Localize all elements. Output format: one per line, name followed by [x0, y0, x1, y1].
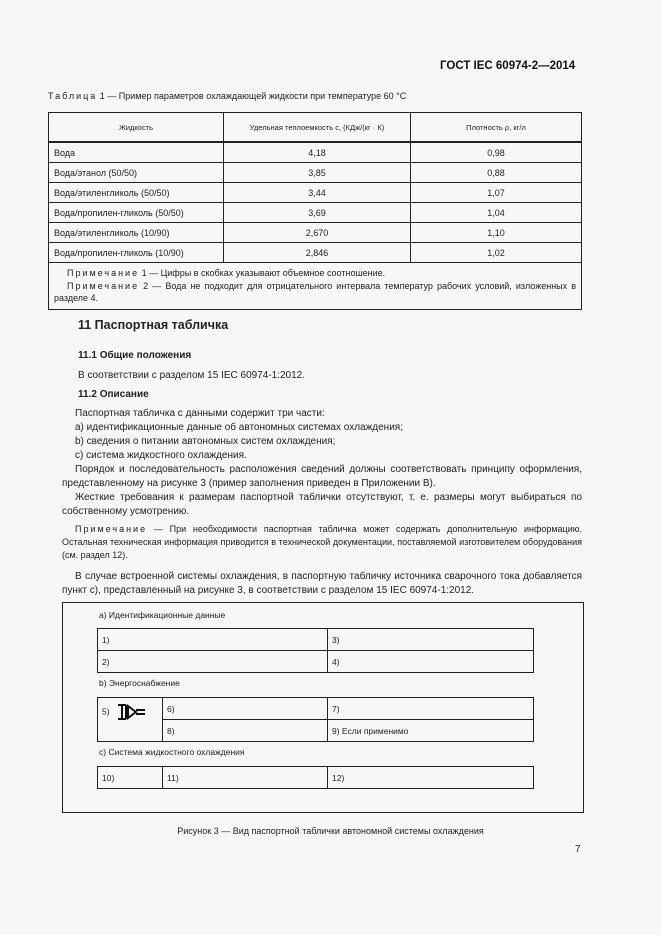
table-cell: Вода/этанол (50/50)	[49, 163, 224, 183]
table-notes-row	[49, 263, 582, 310]
table-note-1	[54, 267, 576, 280]
table-notes	[49, 263, 582, 310]
table-caption-label: Таблица	[48, 91, 98, 101]
field-8: 8)	[163, 720, 328, 742]
note-text: 1 — Цифры в скобках указывают объемное соотношение.	[139, 268, 386, 278]
table-cell: 1,10	[411, 223, 582, 243]
section-11-1-title: 11.1 Общие положения	[78, 350, 192, 361]
note-text: 2 — Вода не подходит для отрицательного интервала температур рабочих условий, изложенных в разделе 4.	[54, 280, 576, 303]
column-header: Плотность ρ, кг/л	[411, 113, 582, 143]
section-11-2-title: 11.2 Описание	[78, 389, 149, 400]
coolant-parameters-table	[48, 112, 582, 310]
table-header-row	[49, 113, 582, 143]
column-header: Жидкость	[49, 113, 224, 143]
note-text: — При необходимости паспортная табличка может содержать дополнительную информацию. Остальная техническая информация приводится в технической документации, поставляемой изготовителем оборудования (см. раздел 12).	[62, 524, 582, 560]
table-cell: 4,18	[224, 142, 411, 163]
field-5	[98, 698, 163, 742]
note-label: Примечание	[75, 524, 148, 534]
table-row	[49, 183, 582, 203]
note-paragraph	[62, 523, 582, 562]
note-label: Примечание	[67, 280, 140, 291]
table-cell: 1,02	[411, 243, 582, 263]
list-item: b) сведения о питании автономных систем охлаждения;	[75, 436, 336, 447]
table-row	[49, 142, 582, 163]
paragraph: Паспортная табличка с данными содержит три части:	[75, 408, 325, 419]
column-header: Удельная теплоемкость c, (КДж/(кг · К)	[224, 113, 411, 143]
table-cell: Вода/пропилен-гликоль (10/90)	[49, 243, 224, 263]
field-9: 9) Если применимо	[328, 720, 534, 742]
field-4: 4)	[328, 651, 534, 673]
field-11: 11)	[163, 767, 328, 789]
figure-label-c: c) Система жидкостного охлаждения	[99, 747, 245, 757]
field-7: 7)	[328, 698, 534, 720]
table-cell: Вода	[49, 142, 224, 163]
table-cell: 3,69	[224, 203, 411, 223]
table-cell: Вода/пропилен-гликоль (50/50)	[49, 203, 224, 223]
field-12: 12)	[328, 767, 534, 789]
paragraph: Жесткие требования к размерам паспортной таблички отсутствуют, т. е. размеры могут выбираться по собственному усмотрению.	[62, 492, 582, 517]
table-cell: Вода/этиленгликоль (50/50)	[49, 183, 224, 203]
field-1: 1)	[98, 629, 328, 651]
table-row	[49, 243, 582, 263]
table-caption	[48, 91, 406, 101]
list-item: a) идентификационные данные об автономных системах охлаждения;	[75, 422, 403, 433]
page-number: 7	[575, 844, 581, 855]
field-5-label: 5)	[102, 706, 110, 717]
table-cell: 0,98	[411, 142, 582, 163]
table-cell: 2,846	[224, 243, 411, 263]
table-cell: 1,04	[411, 203, 582, 223]
identification-table	[97, 628, 534, 673]
field-3: 3)	[328, 629, 534, 651]
field-2: 2)	[98, 651, 328, 673]
figure-3-nameplate	[62, 602, 584, 813]
note-label: Примечание	[67, 268, 140, 278]
table-row	[49, 223, 582, 243]
table-note-2	[54, 280, 576, 305]
table-caption-text: 1 — Пример параметров охлаждающей жидкости при температуре 60 °С	[97, 91, 407, 101]
figure-label-a: a) Идентификационные данные	[99, 610, 226, 620]
list-item: c) система жидкостного охлаждения.	[75, 450, 247, 461]
document-header-id: ГОСТ IEC 60974-2—2014	[440, 60, 576, 72]
paragraph: Порядок и последовательность расположения сведений должны соответствовать принципу оформления, представленному на рисунке 3 (пример заполнения приведен в Приложении В).	[62, 464, 582, 489]
table-row	[49, 163, 582, 183]
figure-caption: Рисунок 3 — Вид паспортной таблички автономной системы охлаждения	[177, 826, 484, 836]
cooling-unit-symbol-icon	[116, 704, 148, 720]
table-cell: Вода/этиленгликоль (10/90)	[49, 223, 224, 243]
section-11-2-body	[62, 407, 582, 598]
section-11-1-text: В соответствии с разделом 15 IEC 60974-1:2012.	[78, 370, 306, 381]
table-cell: 1,07	[411, 183, 582, 203]
table-cell: 0,88	[411, 163, 582, 183]
table-row	[49, 203, 582, 223]
table-cell: 2,670	[224, 223, 411, 243]
field-10: 10)	[98, 767, 163, 789]
table-cell: 3,44	[224, 183, 411, 203]
power-supply-table	[97, 697, 534, 742]
field-6: 6)	[163, 698, 328, 720]
paragraph: В случае встроенной системы охлаждения, в паспортную табличку источника сварочного тока добавляется пункт с), представленный на рисунке 3, в соответствии с разделом 15 IEC 60974-1:2012.	[62, 571, 582, 596]
section-11-title: 11 Паспортная табличка	[78, 318, 229, 332]
table-cell: 3,85	[224, 163, 411, 183]
liquid-cooling-table	[97, 766, 534, 789]
figure-label-b: b) Энергоснабжение	[99, 678, 180, 688]
